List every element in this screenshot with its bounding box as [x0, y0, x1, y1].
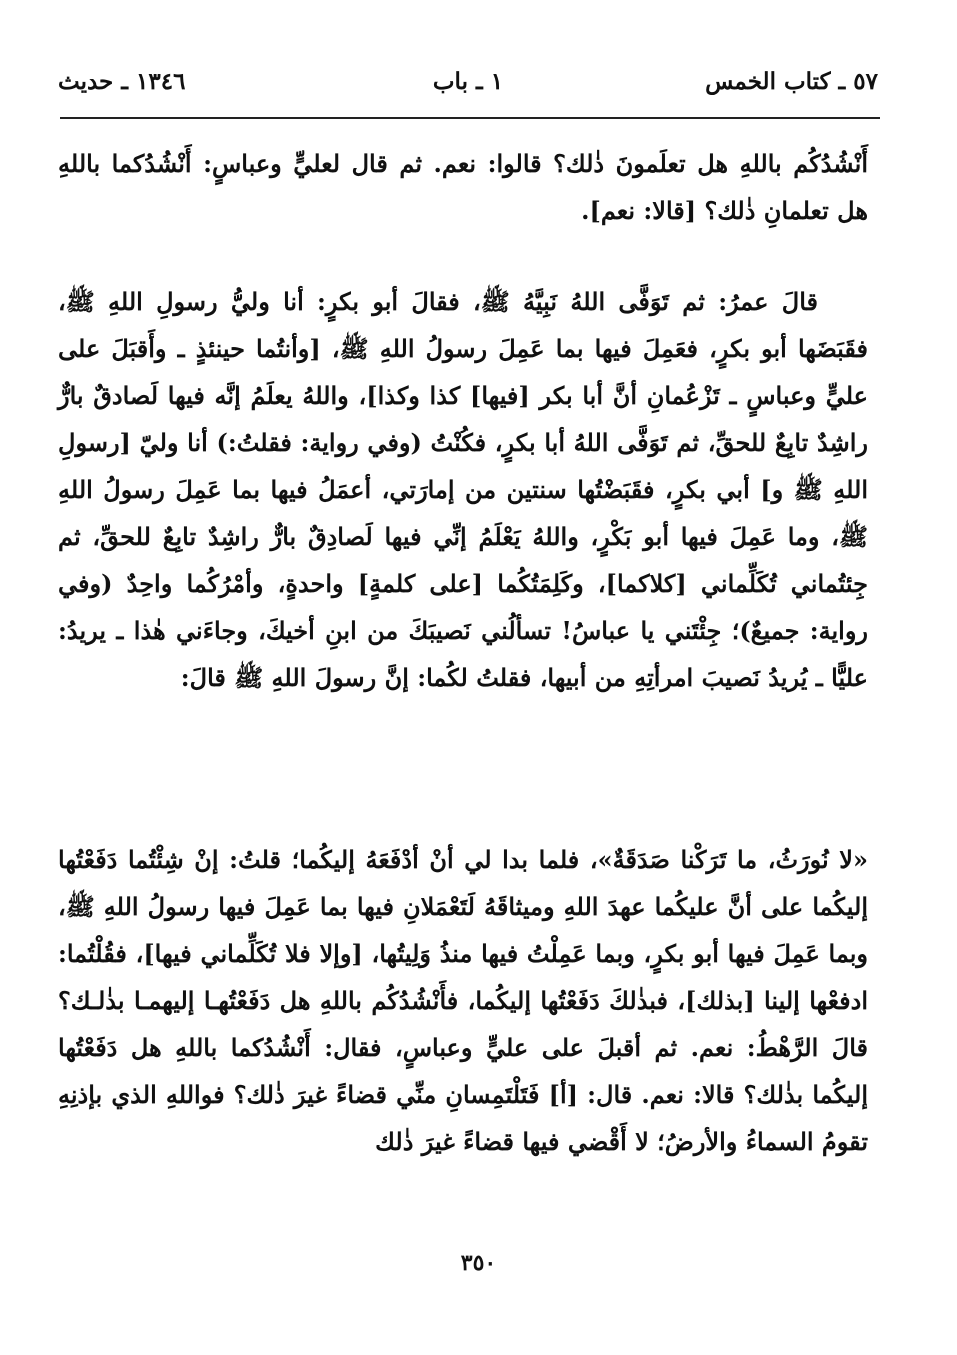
paragraph-3: «لا نُورَثُ، ما تَرَكْنا صَدَقَةٌ»، فلما بدا لي أنْ أدْفَعَهُ إليكُما؛ قلتُ: إنْ شِئْتُما دَفَعْتُها إليكُما على أنَّ عليكُما عهدَ اللهِ وميثاقَهُ لَتَعْمَلانِ فيها بما عَمِلَ فيها رسولُ اللهِ ﷺ، وبما عَمِلَ فيها أبو بكرٍ، وبما عَمِلْتُ فيها منذُ وَلِيتُها، [وإلا فلا تُكَلِّماني فيها]، فقُلْتُما: ادفعْها إلينا [بذلك]، فبذٰلكَ دَفَعْتُها إليكُما، فأَنْشُدُكُم باللهِ هل دَفَعْتُهـا إليهمـا بذٰلـك؟ قالَ الرَّهْطُ: نعم. ثم أقبلَ على عليٍّ وعباسٍ، فقال: أَنْشُدُكما باللهِ هل دَفَعْتُها إليكُما بذٰلك؟ قالا: نعم. قال: [أ] فَتَلْتَمِسانِ منِّي قضاءً غيرَ ذٰلك؟ فواللهِ الذي بإذنِهِ تقومُ السماءُ والأرضُ؛ لا أَقْضي فيها قضاءً غيرَ ذٰلك	[58, 845, 868, 1156]
page-number: ٣٥٠	[460, 1250, 497, 1276]
header-hadith-number: ١٣٤٦ ـ حديث	[58, 68, 186, 95]
running-header	[58, 68, 878, 108]
header-chapter: ١ ـ باب	[432, 68, 504, 95]
paragraph-2: قالَ عمرُ: ثم تَوَفَّى اللهُ نَبِيَّهُ ﷺ، فقالَ أبو بكرٍ: أنا وليُّ رسولِ اللهِ ﷺ، فقَبَضَها أبو بكرٍ، فعَمِلَ فيها بما عَمِلَ رسولُ اللهِ ﷺ، [وأنتُما حينئذٍ ـ وأَقبَلَ على عليٍّ وعباسٍ ـ تَزْعُمانِ أنَّ أبا بكر [فيها] كذا وكذا]، واللهُ يعلَمُ إنَّه فيها لَصادقٌ بارٌّ راشِدٌ تابِعٌ للحقِّ، ثم تَوَفَّى اللهُ أبا بكرٍ، فكُنْتُ (وفي رواية: فقلتُ:) أنا وليّ [رسولِ اللهِ ﷺ و] أبي بكرٍ، فقَبَضْتُها سنتين من إمارَتي، أعمَلُ فيها بما عَمِلَ رسولُ اللهِ ﷺ، وما عَمِلَ فيها أبو بَكْرٍ، واللهُ يَعْلَمُ إنِّي فيها لَصادِقٌ بارٌّ راشِدٌ تابِعٌ للحقِّ، ثم جِئتُماني تُكَلِّماني [كلاكما]، وكَلِمَتُكُما [على كلمةٍ] واحدةٍ، وأمْرُكُما واحِدٌ (وفي رواية: جميعٌ)؛ جِئْتَني يا عباسُ! تسألُني نَصيبَكَ من ابنِ أخيكَ، وجاءَني هٰذا ـ يريدُ: عليًّا ـ يُريدُ نَصيبَ امرأتِهِ من أبيها، فقلتُ لكُما: إنَّ رسولَ اللهِ ﷺ قالَ:	[58, 287, 869, 692]
header-book-title: ٥٧ ـ كتاب الخمس	[705, 68, 878, 95]
paragraph-1: أَنْشُدُكُم باللهِ هل تعلَمونَ ذٰلك؟ قالوا: نعم. ثم قال لعليٍّ وعباسٍ: أَنْشُدُكما باللهِ هل تعلمانِ ذٰلك؟ [قالا: نعم].	[58, 149, 868, 225]
header-divider	[60, 117, 880, 119]
